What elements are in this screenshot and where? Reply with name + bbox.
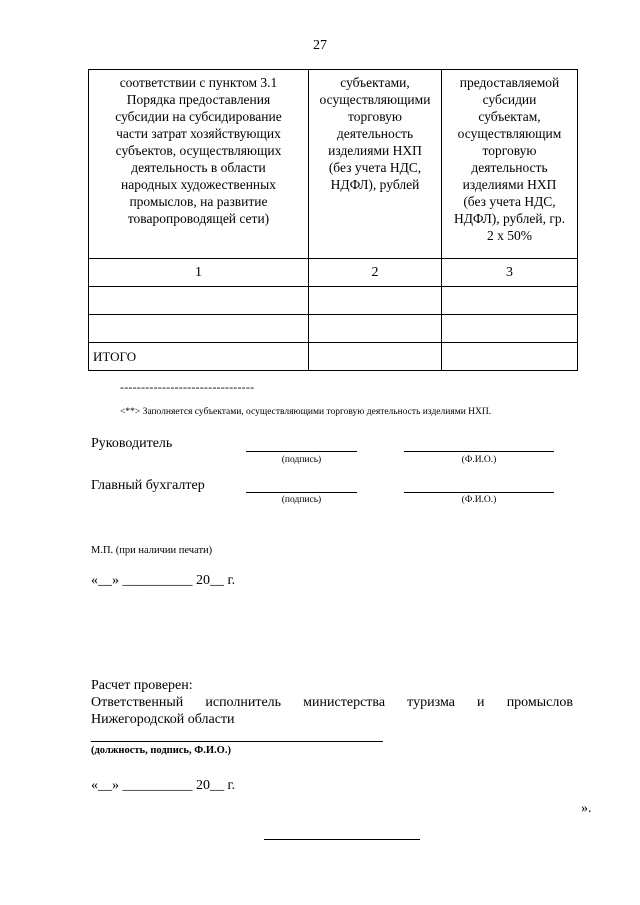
- table-header-row: [89, 70, 578, 259]
- footnote-text: <**> Заполняется субъектами, осуществляющими торговую деятельность изделиями НХП.: [120, 407, 492, 417]
- page-number: 27: [313, 38, 327, 53]
- head-signature-line: [246, 451, 357, 452]
- accountant-signature-line: [246, 492, 357, 493]
- accountant-name-caption: (Ф.И.О.): [461, 495, 497, 505]
- closing-quote-mark: ».: [581, 801, 592, 816]
- table-cell: [89, 315, 309, 343]
- accountant-signature-caption: (подпись): [281, 495, 322, 505]
- table-cell: [309, 315, 442, 343]
- verification-signature-line: [91, 741, 383, 742]
- header-cell-1: соответствии с пунктом 3.1 Порядка предоставления субсидии на субсидирование части затрат хозяйствующих субъектов, осуществляющих деятельность в области народных художественных промыслов, на развитие товаропроводящей сети): [89, 70, 309, 259]
- table-cell: [442, 343, 578, 371]
- head-name-line: [404, 451, 554, 452]
- column-number: 3: [442, 259, 578, 287]
- date-line: «__» __________ 20__ г.: [91, 573, 236, 588]
- column-number: 2: [309, 259, 442, 287]
- column-number-row: [89, 259, 578, 287]
- stamp-note: М.П. (при наличии печати): [91, 545, 213, 556]
- total-row: [89, 343, 578, 371]
- head-label: Руководитель: [91, 436, 173, 451]
- header-cell-3: предоставляемой субсидии субъектам, осуществляющим торговую деятельность изделиями НХП (без учета НДС, НДФЛ), рублей, гр. 2 x 50%: [442, 70, 578, 259]
- table-cell: [309, 343, 442, 371]
- head-name-caption: (Ф.И.О.): [461, 455, 497, 465]
- table-row: [89, 315, 578, 343]
- table-row: [89, 287, 578, 315]
- calculation-table: [88, 69, 578, 371]
- head-signature-caption: (подпись): [281, 455, 322, 465]
- verification-title: Расчет проверен:: [91, 678, 193, 693]
- accountant-label: Главный бухгалтер: [91, 478, 205, 493]
- accountant-name-line: [404, 492, 554, 493]
- table-cell: [442, 315, 578, 343]
- verification-caption: (должность, подпись, Ф.И.О.): [91, 745, 231, 756]
- verification-text-line2: Нижегородской области: [91, 712, 235, 727]
- column-number: 1: [89, 259, 309, 287]
- header-cell-2: субъектами, осуществляющими торговую деятельность изделиями НХП (без учета НДС, НДФЛ), рублей: [309, 70, 442, 259]
- table-cell: [309, 287, 442, 315]
- table-cell: [89, 287, 309, 315]
- total-label: ИТОГО: [89, 343, 309, 371]
- table-cell: [442, 287, 578, 315]
- footnote-separator: --------------------------------: [120, 380, 255, 394]
- verification-text-line1: Ответственный исполнитель министерства туризма и промыслов: [91, 695, 573, 710]
- verification-date-line: «__» __________ 20__ г.: [91, 778, 236, 793]
- end-separator-line: [264, 839, 420, 840]
